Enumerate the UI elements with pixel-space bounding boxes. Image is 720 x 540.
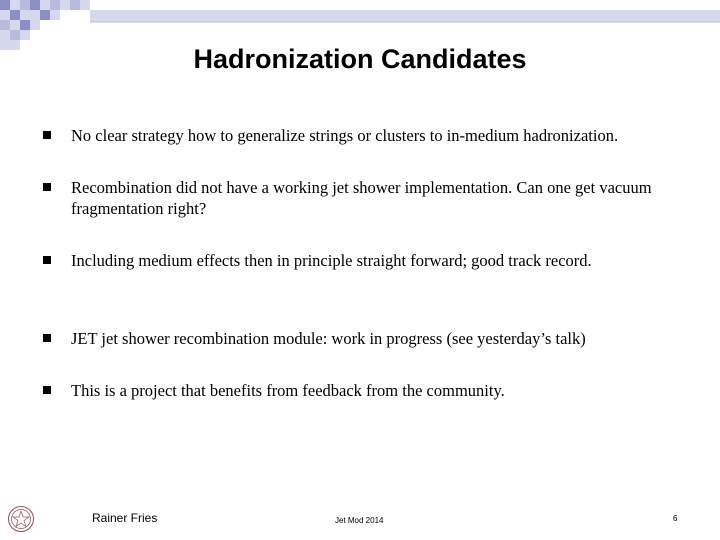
- page-number: 6: [673, 514, 678, 523]
- footer-author: Rainer Fries: [92, 511, 158, 525]
- bullet-text: JET jet shower recombination module: work in progress (see yesterday’s talk): [71, 329, 586, 348]
- university-seal-icon: [7, 505, 35, 533]
- bullet-text: No clear strategy how to generalize strings or clusters to in-medium hadronization.: [71, 126, 619, 145]
- bullet-text: Including medium effects then in principle straight forward; good track record.: [71, 251, 592, 270]
- square-bullet-icon: [43, 386, 51, 394]
- square-bullet-icon: [43, 131, 51, 139]
- square-bullet-icon: [43, 256, 51, 264]
- footer-event: Jet Mod 2014: [335, 516, 384, 525]
- bullet-text: Recombination did not have a working jet shower implementation. Can one get vacuum fragmentation right?: [71, 178, 652, 218]
- square-bullet-icon: [43, 183, 51, 191]
- square-bullet-icon: [43, 334, 51, 342]
- bullet-text: This is a project that benefits from feedback from the community.: [71, 381, 505, 400]
- slide-title: Hadronization Candidates: [193, 44, 527, 74]
